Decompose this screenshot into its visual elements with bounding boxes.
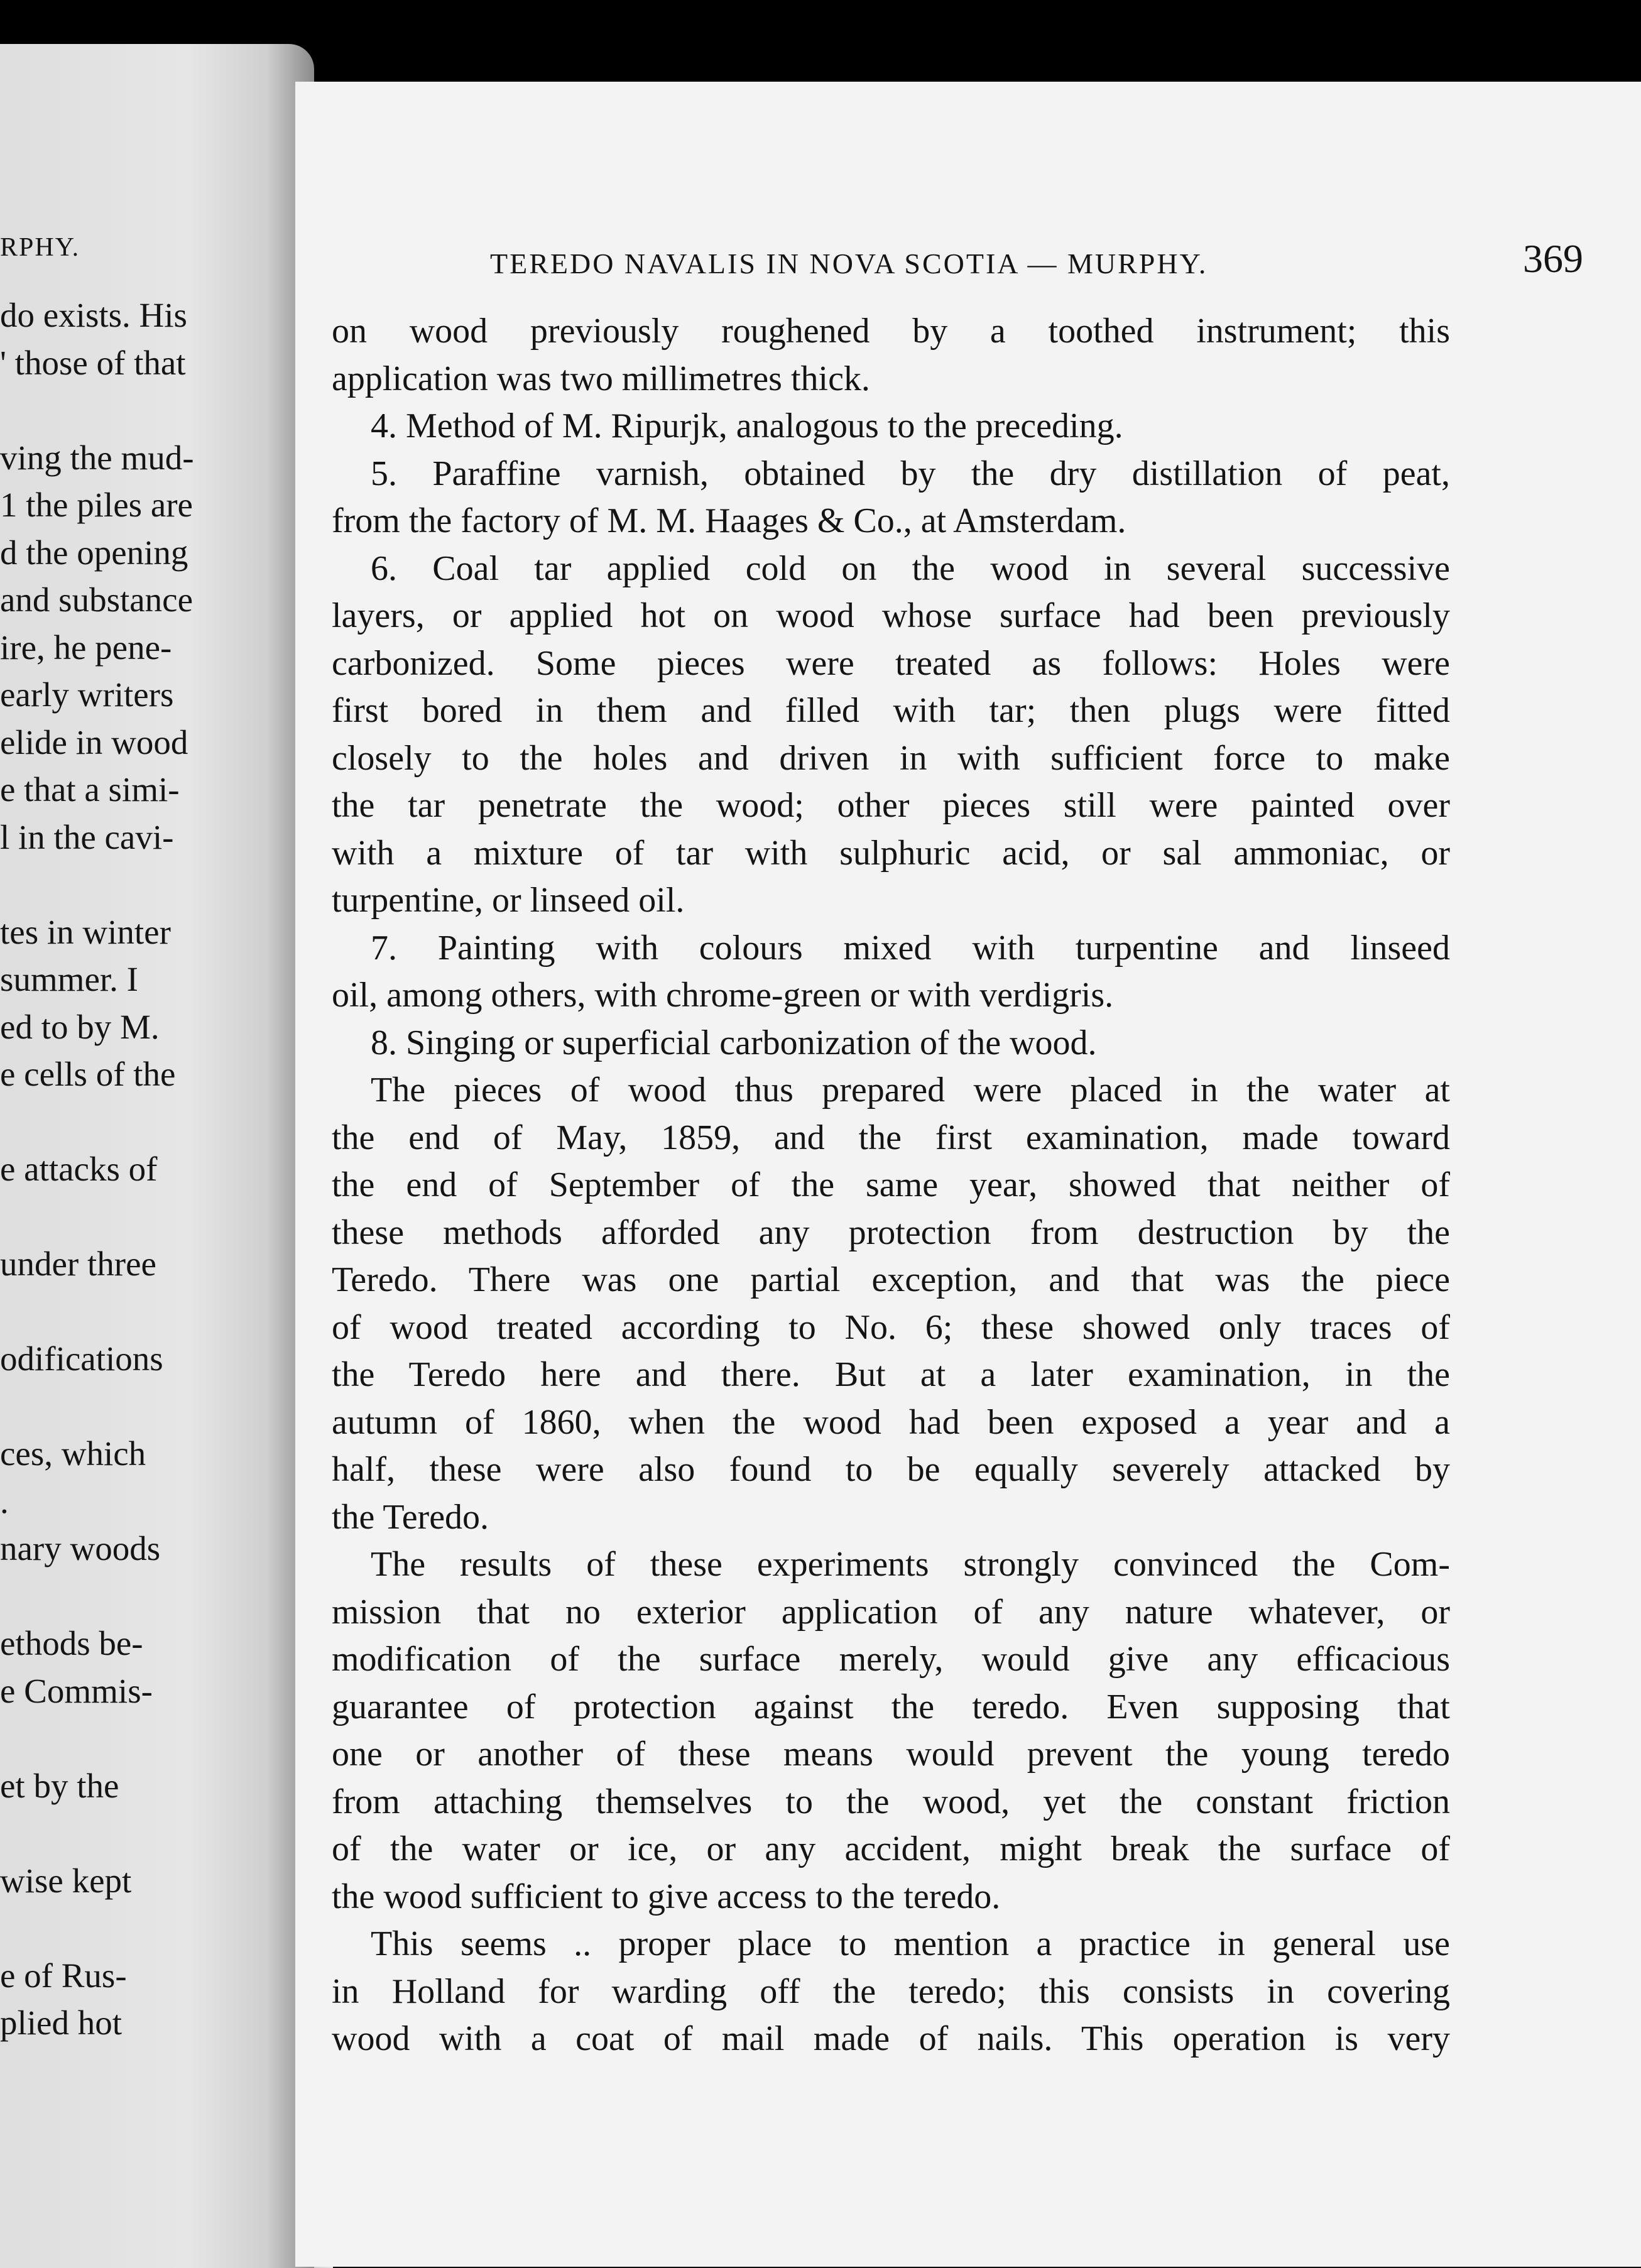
text-line: in Holland for warding off the teredo; this consists in covering (332, 1971, 1450, 2011)
left-text-line: et by the (0, 1766, 119, 1805)
text-line: the end of September of the same year, showed that neither of (332, 1165, 1450, 1204)
right-page (295, 82, 1641, 2267)
text-line: This seems .. proper place to mention a practice in general use (371, 1924, 1450, 1963)
text-line: the wood sufficient to give access to the teredo. (332, 1877, 1001, 1916)
text-line: closely to the holes and driven in with sufficient force to make (332, 738, 1450, 778)
text-line: 4. Method of M. Ripurjk, analogous to the preceding. (371, 406, 1123, 445)
left-page (0, 44, 314, 2268)
left-text-line: e Commis- (0, 1671, 153, 1710)
text-line: one or another of these means would prevent the young teredo (332, 1735, 1450, 1774)
left-text-line: ethods be- (0, 1624, 143, 1662)
left-text-line: d the opening (0, 533, 188, 572)
left-text-line: wise kept (0, 1861, 132, 1900)
left-text-line: ces, which (0, 1434, 146, 1473)
text-line: layers, or applied hot on wood whose surface had been previously (332, 596, 1450, 635)
text-line: of the water or ice, or any accident, might break the surface of (332, 1829, 1450, 1868)
left-text-line: under three (0, 1245, 156, 1283)
left-text-line: ving the mud- (0, 438, 194, 477)
left-text-line: nary woods (0, 1529, 161, 1567)
left-text-line: e attacks of (0, 1150, 158, 1188)
left-text-line: early writers (0, 675, 174, 714)
text-line: wood with a coat of mail made of nails. This operation is very (332, 2019, 1450, 2058)
text-line: the end of May, 1859, and the first examination, made toward (332, 1118, 1450, 1157)
text-line: application was two millimetres thick. (332, 359, 870, 398)
text-line: Teredo. There was one partial exception, and that was the piece (332, 1260, 1450, 1299)
text-line: the Teredo. (332, 1497, 489, 1537)
left-text-line: e that a simi- (0, 770, 180, 809)
text-line: first bored in them and filled with tar; then plugs were fitted (332, 691, 1450, 730)
left-text-line: l in the cavi- (0, 817, 174, 856)
running-head (490, 236, 1583, 286)
text-line: modification of the surface merely, would give any efficacious (332, 1640, 1450, 1679)
left-text-line: ire, he pene- (0, 628, 172, 667)
text-line: 7. Painting with colours mixed with turpentine and linseed (371, 928, 1450, 968)
running-head-title: TEREDO NAVALIS IN NOVA SCOTIA — MURPHY. (490, 248, 1208, 280)
left-text-line: 1 the piles are (0, 486, 193, 524)
text-line: from the factory of M. M. Haages & Co., at Amsterdam. (332, 501, 1126, 540)
left-text-line: tes in winter (0, 912, 171, 951)
text-line: half, these were also found to be equally severely attacked by (332, 1450, 1450, 1489)
left-text-line: elide in wood (0, 722, 188, 761)
text-line: 8. Singing or superficial carbonization of the wood. (371, 1023, 1097, 1062)
left-text-line: e of Rus- (0, 1956, 127, 1995)
left-text-line: summer. I (0, 960, 138, 998)
text-line: from attaching themselves to the wood, yet the constant friction (332, 1782, 1450, 1821)
left-text-line: plied hot (0, 2004, 123, 2042)
text-line: The results of these experiments strongly convinced the Com- (371, 1545, 1450, 1584)
left-text-line: ' those of that (0, 343, 186, 382)
left-running-head: RPHY. (0, 233, 80, 262)
text-line: guarantee of protection against the teredo. Even supposing that (332, 1687, 1450, 1726)
text-line: mission that no exterior application of any nature whatever, or (332, 1592, 1450, 1632)
text-line: of wood treated according to No. 6; these showed only traces of (332, 1307, 1450, 1347)
text-line: carbonized. Some pieces were treated as follows: Holes were (332, 643, 1450, 683)
text-line: 5. Paraffine varnish, obtained by the dry distillation of peat, (371, 454, 1450, 493)
left-text-line: ed to by M. (0, 1007, 160, 1046)
text-line: the Teredo here and there. But at a later examination, in the (332, 1355, 1450, 1394)
text-line: 6. Coal tar applied cold on the wood in several successive (371, 548, 1450, 588)
text-line: these methods afforded any protection from destruction by the (332, 1213, 1450, 1252)
text-line: autumn of 1860, when the wood had been exposed a year and a (332, 1402, 1450, 1442)
left-text-line: odifications (0, 1339, 163, 1378)
text-line: oil, among others, with chrome-green or with verdigris. (332, 976, 1114, 1015)
text-line: The pieces of wood thus prepared were placed in the water at (371, 1071, 1450, 1109)
left-text-line: . (0, 1481, 9, 1520)
left-text-line: e cells of the (0, 1055, 176, 1093)
text-line: turpentine, or linseed oil. (332, 881, 685, 920)
left-text-line: do exists. His (0, 296, 187, 334)
text-line: with a mixture of tar with sulphuric acid, or sal ammoniac, or (332, 833, 1450, 873)
left-text-line: and substance (0, 581, 193, 619)
text-line: on wood previously roughened by a toothed instrument; this (332, 312, 1450, 351)
body-text (332, 308, 1450, 2063)
page-number: 369 (1523, 236, 1583, 281)
text-line: the tar penetrate the wood; other pieces still were painted over (332, 786, 1450, 825)
